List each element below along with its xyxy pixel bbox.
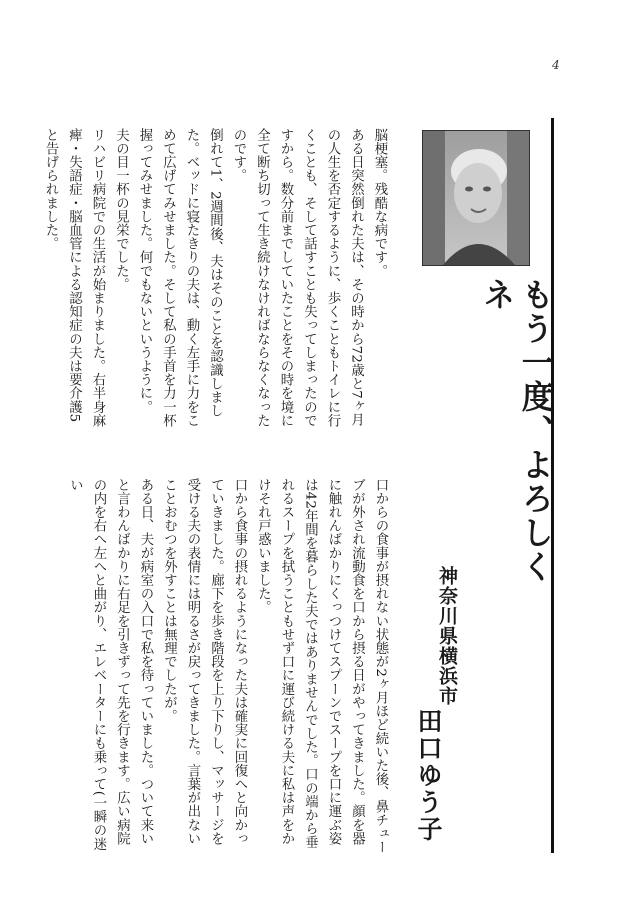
author-photo bbox=[422, 130, 530, 266]
page-number: 4 bbox=[552, 58, 560, 72]
paragraph: 倒れて1、2週間後、夫はそのことを認識しました。ベッドに寝たきりの夫は、動く左手に力をこめて広げてみせました。そして私の手首を力一杯握ってみせました。何でもないというように。 bbox=[137, 128, 223, 428]
paragraph: ある日突然倒れた夫は、その時から72歳と7ヶ月の人生を否定するように、歩くこともトイレに行くことも、そして話すことも失ってしまったのですから。数分前までしていたことをその時を境に全て断ち切って生き続けなければならなくなったのです。 bbox=[231, 128, 364, 428]
paragraph: 夫の目一杯の見栄でした。 bbox=[113, 128, 129, 292]
paragraph: 口から食事の摂れるようになった夫は確実に回復へと向かっていきました。廊下を歩き階段を上り下りし、マッサージを受ける夫の表情には明るさが戻ってきました。言葉が出ないことおむつを外すことは無理でしたが。 bbox=[161, 478, 247, 846]
paragraph: ある日、夫が病室の入口で私を待っていました。ついて来いと言わんばかりに右足を引きずって先を行きます。広い病院の内を右へ左へと曲がり、エレベーターにも乗って(一瞬の迷い bbox=[67, 478, 153, 851]
paragraph: リハビリ病院での生活が始まりました。右半身麻痺・失語症・脳血管による認知症の夫は要介護5と告げられました。 bbox=[43, 128, 105, 428]
author-prefecture: 神奈川県横浜市 bbox=[436, 566, 458, 706]
article-title: もう一度、よろしくネ bbox=[478, 278, 555, 584]
paragraph: 口からの食事が摂れない状態が2ヶ月ほど続いた後、鼻チューブが外され流動食を口から摂る日がやってきました。顔を器に触れんばかりにくっつけてスプーンでスープを口に運ぶ姿は42年間を暮らした夫ではありませんでした。口の端から垂れるスープを拭うこともせず口に運び続ける夫に私は声をかけそれ戸惑いました。 bbox=[255, 478, 388, 854]
author-name: 田口ゆう子 bbox=[414, 708, 443, 843]
portrait-image bbox=[423, 131, 529, 265]
body-text-bottom bbox=[67, 478, 392, 858]
paragraph: 脳梗塞。残酷な病です。 bbox=[372, 128, 387, 278]
body-text-top bbox=[43, 128, 391, 428]
